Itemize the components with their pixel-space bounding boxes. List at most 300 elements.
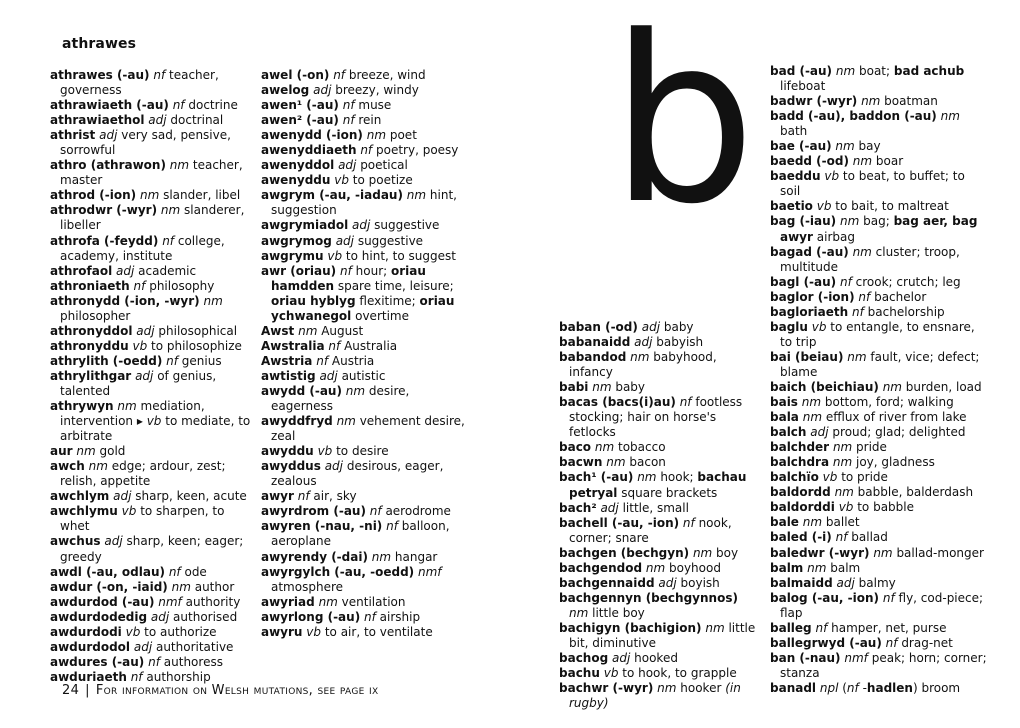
definition-text: - bbox=[858, 680, 867, 695]
grammar-label: nf bbox=[858, 289, 871, 304]
definition-text: desirous, eager, zealous bbox=[271, 459, 444, 489]
dictionary-entry bbox=[261, 128, 473, 143]
dictionary-entry bbox=[559, 561, 759, 576]
definition-text: pride bbox=[852, 440, 887, 455]
grammar-label: nm bbox=[336, 414, 356, 429]
headword: athronyddol bbox=[50, 323, 133, 338]
dictionary-entry bbox=[261, 550, 473, 565]
dictionary-entry bbox=[770, 109, 988, 139]
definition-text: college, academy, institute bbox=[60, 233, 225, 263]
headword: oriau hyblyg bbox=[271, 293, 356, 308]
grammar-label: adj bbox=[836, 575, 855, 590]
grammar-label: nm bbox=[840, 214, 860, 229]
grammar-label: vb bbox=[603, 666, 619, 681]
headword: bachu bbox=[559, 666, 600, 681]
headword: bae (-au) bbox=[770, 139, 832, 154]
headword: athrodwr (-wyr) bbox=[50, 203, 158, 218]
grammar-label: nm bbox=[298, 323, 318, 338]
definition-text: bottom, ford; walking bbox=[821, 395, 954, 410]
grammar-label: nf bbox=[172, 98, 185, 113]
definition-text: bachelor bbox=[870, 289, 927, 304]
dictionary-entry bbox=[770, 561, 988, 576]
definition-text: ballet bbox=[822, 515, 860, 530]
headword: Awstralia bbox=[261, 338, 325, 353]
headword: bachgendod bbox=[559, 560, 643, 575]
dictionary-entry bbox=[50, 444, 256, 459]
dictionary-entry bbox=[770, 681, 988, 696]
dictionary-entry bbox=[770, 515, 988, 530]
grammar-label: vb bbox=[125, 624, 141, 639]
dictionary-entry bbox=[770, 154, 988, 169]
definition-text: tobacco bbox=[614, 440, 666, 455]
dictionary-entry bbox=[50, 534, 256, 564]
dictionary-entry bbox=[770, 214, 988, 244]
grammar-label: vb bbox=[811, 319, 827, 334]
definition-text: breezy, windy bbox=[331, 83, 419, 98]
headword: athrylithgar bbox=[50, 368, 132, 383]
definition-text: atmosphere bbox=[271, 579, 343, 594]
headword: awgrymiadol bbox=[261, 218, 349, 233]
grammar-label: nf bbox=[333, 68, 346, 82]
dictionary-entry bbox=[50, 489, 256, 504]
definition-text: vehement desire, zeal bbox=[271, 414, 465, 444]
headword: awgrym (-au, -iadau) bbox=[261, 188, 403, 203]
headword: bagloriaeth bbox=[770, 304, 849, 319]
headword: awyrgylch (-au, -oedd) bbox=[261, 564, 415, 579]
grammar-label: adj bbox=[150, 609, 170, 624]
grammar-label: nm bbox=[345, 383, 366, 398]
definition-text: boy bbox=[712, 545, 739, 560]
headword: awyrlong (-au) bbox=[261, 609, 361, 624]
footer-separator: | bbox=[85, 683, 90, 698]
headword: athro (athrawon) bbox=[50, 158, 166, 173]
definition-text: airship bbox=[375, 609, 421, 624]
dictionary-entry bbox=[770, 546, 988, 561]
definition-text: crook; crutch; leg bbox=[851, 274, 961, 289]
definition-text: author bbox=[190, 579, 235, 594]
grammar-label: nm bbox=[861, 94, 881, 109]
grammar-label: nf bbox=[852, 304, 864, 319]
headword: bala bbox=[770, 410, 799, 425]
definition-text: to desire bbox=[332, 444, 389, 459]
grammar-label: vb bbox=[334, 173, 349, 188]
grammar-label: nf bbox=[168, 564, 181, 579]
definition-text: to philosophize bbox=[147, 338, 242, 353]
headword: baledwr (-wyr) bbox=[770, 545, 870, 560]
grammar-label: nf bbox=[682, 515, 695, 530]
headword: awyddu bbox=[261, 444, 314, 459]
definition-text: muse bbox=[354, 98, 392, 113]
grammar-label: nf bbox=[815, 620, 828, 635]
headword: awdl (-au, odlau) bbox=[50, 564, 165, 579]
definition-text: Austria bbox=[328, 353, 375, 368]
dictionary-entry bbox=[770, 139, 988, 154]
headword: awchlymu bbox=[50, 504, 118, 519]
definition-text: sharp, keen, acute bbox=[131, 489, 247, 504]
dictionary-entry bbox=[50, 580, 256, 595]
dictionary-entry bbox=[770, 64, 988, 94]
grammar-label: nf bbox=[133, 278, 146, 293]
grammar-label: nf bbox=[835, 530, 848, 545]
dictionary-entry bbox=[50, 203, 256, 233]
dictionary-entry bbox=[261, 444, 473, 459]
definition-text: babyhood, infancy bbox=[569, 350, 717, 380]
grammar-label: nm bbox=[569, 605, 589, 620]
headword: awenyddu bbox=[261, 173, 331, 188]
grammar-label: nf bbox=[297, 489, 310, 504]
dictionary-entry bbox=[261, 98, 473, 113]
dictionary-entry bbox=[261, 459, 473, 489]
headword: awr (oriau) bbox=[261, 263, 337, 278]
headword: athrawiaethol bbox=[50, 113, 145, 128]
section-letter: b bbox=[610, 0, 756, 255]
headword: athrywyn bbox=[50, 399, 114, 414]
headword: awgrymog bbox=[261, 233, 332, 248]
grammar-label: nf bbox=[130, 669, 143, 684]
dictionary-entry bbox=[770, 94, 988, 109]
dictionary-entry bbox=[261, 414, 473, 444]
dictionary-entry bbox=[559, 516, 759, 546]
dictionary-entry bbox=[261, 384, 473, 414]
definition-text: Australia bbox=[340, 338, 398, 353]
headword: baled (-i) bbox=[770, 530, 832, 545]
headword: bacas (bacs(i)au) bbox=[559, 395, 676, 410]
grammar-label: nm bbox=[371, 549, 392, 564]
grammar-label: adj bbox=[641, 320, 661, 334]
headword: awdurdodi bbox=[50, 624, 122, 639]
dictionary-entry bbox=[50, 188, 256, 203]
definition-text: overtime bbox=[351, 308, 409, 323]
definition-text: bag; bbox=[859, 214, 894, 229]
definition-text: hooked bbox=[630, 651, 678, 666]
headword: oriau ychwanegol bbox=[271, 293, 455, 323]
definition-text: suggestive bbox=[370, 218, 440, 233]
grammar-label: nm bbox=[801, 395, 822, 410]
headword: bai (beiau) bbox=[770, 349, 844, 364]
running-header-word: athrawes bbox=[62, 36, 137, 52]
headword: bachgennyn (bechgynnos) bbox=[559, 590, 738, 605]
dictionary-entry bbox=[770, 530, 988, 545]
headword: athrawes (-au) bbox=[50, 68, 150, 82]
headword: bag (-iau) bbox=[770, 214, 837, 229]
definition-text: efflux of river from lake bbox=[822, 410, 967, 425]
definition-text: little boy bbox=[588, 605, 645, 620]
headword: Awst bbox=[261, 323, 295, 338]
definition-text: rein bbox=[354, 113, 382, 128]
definition-text: slander, libel bbox=[159, 188, 241, 203]
grammar-label: adj bbox=[810, 425, 829, 440]
headword: awgrymu bbox=[261, 248, 324, 263]
page-footer bbox=[62, 683, 378, 698]
grammar-label: vb bbox=[824, 169, 840, 184]
headword: balmaidd bbox=[770, 575, 833, 590]
dictionary-entry bbox=[50, 339, 256, 354]
definition-text: baby bbox=[660, 320, 694, 334]
definition-text: philosopher bbox=[60, 308, 131, 323]
definition-text: babyish bbox=[652, 335, 704, 350]
dictionary-entry bbox=[261, 354, 473, 369]
dictionary-entry bbox=[261, 504, 473, 519]
headword: bagad (-au) bbox=[770, 244, 849, 259]
dictionary-entry bbox=[559, 621, 759, 651]
definition-text: poetical bbox=[356, 158, 408, 173]
definition-text: joy, gladness bbox=[852, 455, 935, 470]
grammar-label: nm bbox=[318, 594, 338, 609]
grammar-label: nf bbox=[885, 635, 898, 650]
headword: awduriaeth bbox=[50, 669, 127, 684]
headword: badwr (-wyr) bbox=[770, 94, 858, 109]
dictionary-entry bbox=[261, 113, 473, 128]
headword: balog (-au, -ion) bbox=[770, 590, 880, 605]
dictionary-entry bbox=[770, 395, 988, 410]
dictionary-entry bbox=[770, 245, 988, 275]
definition-text: philosophy bbox=[145, 278, 215, 293]
definition-text: slanderer, libeller bbox=[60, 203, 245, 233]
definition-text: aerodrome bbox=[381, 504, 451, 519]
headword: balchïo bbox=[770, 470, 819, 485]
dictionary-column-3 bbox=[559, 320, 759, 711]
dictionary-entry bbox=[261, 339, 473, 354]
dictionary-entry bbox=[770, 199, 988, 214]
grammar-label: (in rugby) bbox=[569, 681, 741, 711]
grammar-label: nm bbox=[873, 545, 893, 560]
dictionary-entry bbox=[770, 350, 988, 380]
definition-text: to hook, to grapple bbox=[618, 666, 737, 681]
dictionary-entry bbox=[50, 279, 256, 294]
grammar-label: nf bbox=[386, 519, 398, 534]
grammar-label: nf bbox=[369, 504, 382, 519]
headword: baglu bbox=[770, 319, 808, 334]
grammar-label: nm bbox=[802, 410, 823, 425]
grammar-label: vb bbox=[816, 199, 832, 214]
definition-text: balmy bbox=[854, 575, 896, 590]
grammar-label: adj bbox=[104, 534, 123, 549]
definition-text: hamper, net, purse bbox=[827, 620, 947, 635]
dictionary-entry bbox=[50, 113, 256, 128]
grammar-label: adj bbox=[658, 575, 677, 590]
definition-text: genius bbox=[177, 353, 222, 368]
grammar-label: nm bbox=[832, 440, 853, 455]
grammar-label: nm bbox=[139, 188, 160, 203]
definition-text: spare time, leisure; bbox=[334, 278, 454, 293]
grammar-label: nf bbox=[148, 654, 160, 669]
definition-text: teacher, governess bbox=[60, 68, 219, 98]
definition-text: to hint, to suggest bbox=[342, 248, 456, 263]
dictionary-entry bbox=[50, 98, 256, 113]
dictionary-entry bbox=[50, 68, 256, 98]
grammar-label: nmf bbox=[844, 650, 868, 665]
headword: bachigyn (bachigion) bbox=[559, 620, 702, 635]
definition-text: bay bbox=[854, 139, 881, 154]
grammar-label: nf bbox=[340, 263, 352, 278]
dictionary-entry bbox=[261, 83, 473, 98]
definition-text: ballad bbox=[847, 530, 888, 545]
grammar-label: adj bbox=[352, 218, 371, 233]
headword: awel (-on) bbox=[261, 68, 330, 82]
grammar-label: adj bbox=[113, 489, 132, 504]
dictionary-entry bbox=[559, 335, 759, 350]
headword: athrofa (-feydd) bbox=[50, 233, 159, 248]
grammar-label: vb bbox=[317, 444, 333, 459]
definition-text: proud; glad; delighted bbox=[828, 425, 966, 440]
grammar-label: nf bbox=[679, 395, 692, 410]
dictionary-entry bbox=[50, 610, 256, 625]
grammar-label: nm bbox=[160, 203, 181, 218]
definition-text: airbag bbox=[812, 229, 855, 244]
definition-text: little, small bbox=[618, 500, 689, 515]
grammar-label: nm bbox=[169, 158, 190, 173]
definition-text: boyish bbox=[676, 575, 720, 590]
grammar-label: nm bbox=[657, 681, 677, 696]
definition-text: edge; ardour, zest; relish, appetite bbox=[60, 459, 226, 489]
definition-text: authority bbox=[181, 594, 241, 609]
dictionary-entry bbox=[261, 158, 473, 173]
grammar-label: nm bbox=[171, 579, 191, 594]
dictionary-entry bbox=[770, 169, 988, 199]
dictionary-entry bbox=[261, 369, 473, 384]
headword: awen² (-au) bbox=[261, 113, 339, 128]
definition-text: boyhood bbox=[665, 560, 721, 575]
grammar-label: nm bbox=[832, 455, 853, 470]
dictionary-entry bbox=[770, 425, 988, 440]
headword: hadlen bbox=[866, 680, 913, 695]
dictionary-entry bbox=[559, 440, 759, 455]
dictionary-entry bbox=[261, 249, 473, 264]
definition-text: hook; bbox=[656, 470, 698, 485]
definition-text: hooker bbox=[676, 681, 726, 696]
definition-text: authoritative bbox=[152, 639, 234, 654]
definition-text: burden, load bbox=[901, 379, 982, 394]
headword: bachgennaidd bbox=[559, 575, 655, 590]
grammar-label: adj bbox=[324, 459, 344, 474]
grammar-label: nm bbox=[852, 154, 873, 169]
grammar-label: nm bbox=[606, 455, 626, 470]
grammar-label: nf bbox=[166, 353, 178, 368]
grammar-label: vb bbox=[822, 470, 838, 485]
grammar-label: adj bbox=[335, 233, 354, 248]
grammar-label: nf bbox=[316, 353, 329, 368]
dictionary-entry bbox=[770, 591, 988, 621]
dictionary-entry bbox=[770, 621, 988, 636]
headword: awyddfryd bbox=[261, 414, 333, 429]
headword: awenyddol bbox=[261, 158, 335, 173]
grammar-label: npl bbox=[819, 680, 839, 695]
definition-text: to entangle, to ensnare, to trip bbox=[780, 319, 975, 349]
headword: bad achub bbox=[893, 64, 965, 78]
headword: baco bbox=[559, 440, 592, 455]
definition-text: teacher, master bbox=[60, 158, 243, 188]
headword: athrawiaeth (-au) bbox=[50, 98, 169, 113]
grammar-label: nmf bbox=[417, 564, 442, 579]
grammar-label: nf bbox=[328, 338, 341, 353]
definition-text: boar bbox=[872, 154, 904, 169]
grammar-label: adj bbox=[600, 500, 619, 515]
grammar-label: vb bbox=[132, 338, 148, 353]
definition-text: to babble bbox=[853, 500, 915, 515]
page-number: 24 bbox=[62, 683, 80, 698]
grammar-label: nf bbox=[360, 143, 373, 158]
headword: oriau hamdden bbox=[271, 263, 426, 293]
dictionary-entry bbox=[261, 218, 473, 233]
grammar-label: vb bbox=[327, 248, 343, 263]
definition-text: ventilation bbox=[337, 594, 406, 609]
dictionary-entry bbox=[261, 595, 473, 610]
grammar-label: nm bbox=[630, 350, 650, 365]
definition-text: footless stocking; hair on horse's fetlocks bbox=[569, 395, 743, 440]
headword: babandod bbox=[559, 350, 627, 365]
headword: awdurdodol bbox=[50, 639, 131, 654]
dictionary-entry bbox=[50, 369, 256, 399]
dictionary-entry bbox=[770, 290, 988, 305]
headword: bachgen (bechgyn) bbox=[559, 545, 690, 560]
grammar-label: nm bbox=[366, 128, 387, 143]
dictionary-entry bbox=[559, 666, 759, 681]
definition-text: very sad, pensive, sorrowful bbox=[60, 128, 231, 158]
definition-text: philosophical bbox=[154, 323, 238, 338]
dictionary-entry bbox=[50, 128, 256, 158]
definition-text: authorised bbox=[169, 609, 238, 624]
dictionary-entry bbox=[770, 576, 988, 591]
headword: balchdra bbox=[770, 455, 830, 470]
dictionary-entry bbox=[770, 636, 988, 651]
definition-text: balm bbox=[826, 560, 861, 575]
definition-text: to mediate, to arbitrate bbox=[60, 414, 251, 444]
dictionary-entry bbox=[261, 489, 473, 504]
grammar-label: nm bbox=[117, 399, 137, 414]
definition-text: sharp, keen; eager; greedy bbox=[60, 534, 244, 564]
dictionary-entry bbox=[559, 546, 759, 561]
headword: awdur (-on, -iaid) bbox=[50, 579, 168, 594]
definition-text: poet bbox=[386, 128, 417, 143]
headword: banadl bbox=[770, 680, 817, 695]
headword: awyr bbox=[261, 489, 294, 504]
dictionary-entry bbox=[770, 485, 988, 500]
grammar-label: nm bbox=[940, 109, 960, 124]
headword: awen¹ (-au) bbox=[261, 98, 339, 113]
grammar-label: nf bbox=[840, 274, 852, 289]
headword: awchus bbox=[50, 534, 101, 549]
headword: awelog bbox=[261, 83, 310, 98]
grammar-label: vb bbox=[121, 504, 137, 519]
headword: awyddus bbox=[261, 459, 321, 474]
definition-text: hint, suggestion bbox=[271, 188, 457, 218]
headword: awenyddiaeth bbox=[261, 143, 357, 158]
dictionary-entry bbox=[559, 470, 759, 500]
headword: bach² bbox=[559, 500, 597, 515]
definition-text: to beat, to buffet; to soil bbox=[780, 169, 965, 199]
definition-text: little bit, diminutive bbox=[569, 620, 756, 650]
headword: balleg bbox=[770, 620, 812, 635]
dictionary-entry bbox=[559, 501, 759, 516]
headword: awyrdrom (-au) bbox=[261, 504, 366, 519]
grammar-label: adj bbox=[135, 368, 154, 383]
headword: athrofaol bbox=[50, 263, 113, 278]
dictionary-entry bbox=[770, 651, 988, 681]
dictionary-entry bbox=[261, 324, 473, 339]
dictionary-entry bbox=[559, 455, 759, 470]
definition-text: boat; bbox=[855, 64, 894, 78]
dictionary-entry bbox=[50, 655, 256, 670]
dictionary-entry bbox=[261, 173, 473, 188]
definition-text: authoress bbox=[159, 654, 223, 669]
definition-text: of genius, talented bbox=[60, 368, 217, 398]
grammar-label: adj bbox=[612, 651, 631, 666]
definition-text: boatman bbox=[880, 94, 938, 109]
headword: baeddu bbox=[770, 169, 821, 184]
grammar-label: nm bbox=[88, 459, 108, 474]
headword: bachwr (-wyr) bbox=[559, 681, 654, 696]
definition-text: babble, balderdash bbox=[853, 485, 974, 500]
